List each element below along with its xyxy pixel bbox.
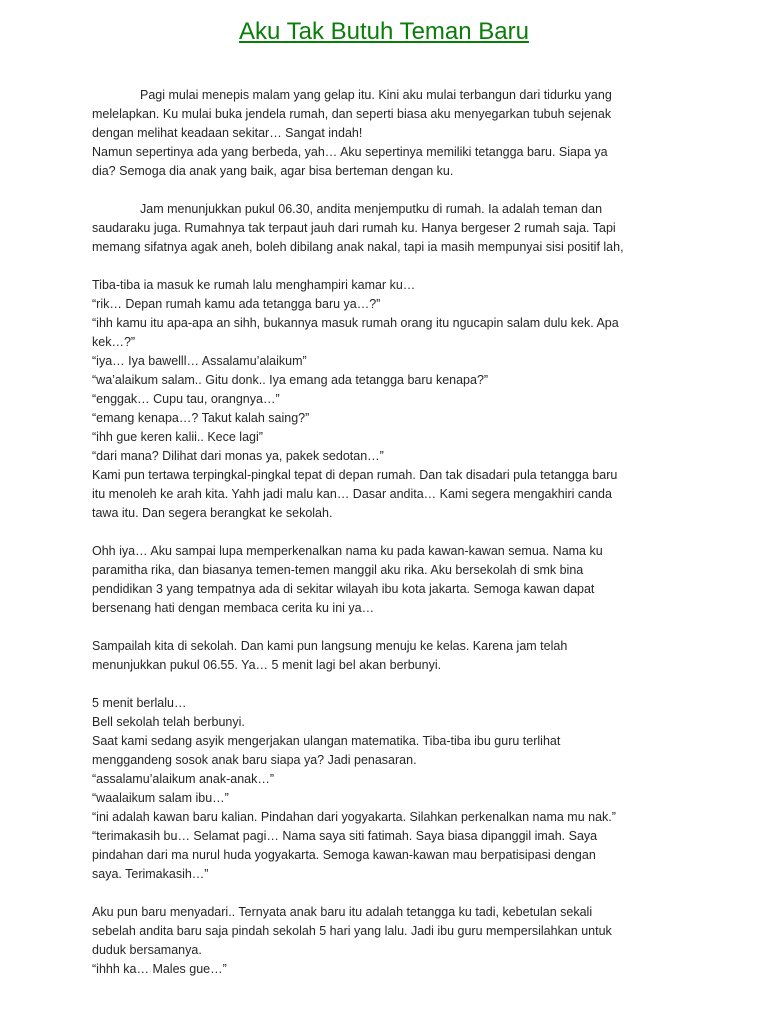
- text-line: Aku pun baru menyadari.. Ternyata anak baru itu adalah tetangga ku tadi, kebetulan sekali: [92, 905, 593, 919]
- text-line: pindahan dari ma nurul huda yogyakarta. Semoga kawan-kawan mau berpatisipasi dengan: [92, 848, 596, 862]
- text-line: “assalamu’alaikum anak-anak…”: [92, 772, 275, 786]
- paragraph-spacer: [92, 523, 692, 542]
- story-body: [92, 86, 692, 979]
- text-line: “wa’alaikum salam.. Gitu donk.. Iya emang ada tetangga baru kenapa?”: [92, 373, 489, 387]
- paragraph: [92, 542, 692, 618]
- text-line: paramitha rika, dan biasanya temen-temen manggil aku rika. Aku bersekolah di smk bina: [92, 563, 584, 577]
- text-line: “terimakasih bu… Selamat pagi… Nama saya siti fatimah. Saya biasa dipanggil imah. Saya: [92, 829, 598, 843]
- story-title: Aku Tak Butuh Teman Baru: [239, 18, 529, 45]
- text-line: Kami pun tertawa terpingkal-pingkal tepat di depan rumah. Dan tak disadari pula tetangga baru: [92, 468, 618, 482]
- text-line: pendidikan 3 yang tempatnya ada di sekitar wilayah ibu kota jakarta. Semoga kawan dapat: [92, 582, 595, 596]
- text-line: “waalaikum salam ibu…”: [92, 791, 229, 805]
- paragraph: [92, 637, 692, 675]
- text-line: “ihhh ka… Males gue…”: [92, 962, 227, 976]
- paragraph: [92, 200, 692, 257]
- text-line: “dari mana? Dilihat dari monas ya, pakek sedotan…”: [92, 449, 384, 463]
- text-line: “emang kenapa…? Takut kalah saing?”: [92, 411, 310, 425]
- text-line: kek…?”: [92, 335, 136, 349]
- text-line: menunjukkan pukul 06.55. Ya… 5 menit lagi bel akan berbunyi.: [92, 658, 442, 672]
- text-line: “ihh gue keren kalii.. Kece lagi”: [92, 430, 263, 444]
- paragraph-spacer: [92, 257, 692, 276]
- text-line: saya. Terimakasih…”: [92, 867, 209, 881]
- text-line: duduk bersamanya.: [92, 943, 202, 957]
- text-line: 5 menit berlalu…: [92, 696, 187, 710]
- text-line: Jam menunjukkan pukul 06.30, andita menjemputku di rumah. Ia adalah teman dan: [140, 202, 603, 216]
- paragraph-spacer: [92, 884, 692, 903]
- text-line: itu menoleh ke arah kita. Yahh jadi malu kan… Dasar andita… Kami segera mengakhiri canda: [92, 487, 612, 501]
- text-line: “enggak… Cupu tau, orangnya…”: [92, 392, 280, 406]
- text-line: Sampailah kita di sekolah. Dan kami pun langsung menuju ke kelas. Karena jam telah: [92, 639, 568, 653]
- text-line: “ini adalah kawan baru kalian. Pindahan dari yogyakarta. Silahkan perkenalkan nama mu nak.”: [92, 810, 616, 824]
- text-line: Saat kami sedang asyik mengerjakan ulangan matematika. Tiba-tiba ibu guru terlihat: [92, 734, 561, 748]
- text-line: menggandeng sosok anak baru siapa ya? Jadi penasaran.: [92, 753, 417, 767]
- text-line: Bell sekolah telah berbunyi.: [92, 715, 245, 729]
- text-line: Pagi mulai menepis malam yang gelap itu. Kini aku mulai terbangun dari tidurku yang: [140, 88, 612, 102]
- paragraph: [92, 86, 692, 181]
- text-line: Tiba-tiba ia masuk ke rumah lalu menghampiri kamar ku…: [92, 278, 416, 292]
- paragraph: [92, 903, 692, 979]
- text-line: “ihh kamu itu apa-apa an sihh, bukannya masuk rumah orang itu ngucapin salam dulu kek. Apa: [92, 316, 619, 330]
- text-line: “iya… Iya bawelll… Assalamu’alaikum”: [92, 354, 307, 368]
- text-line: memang sifatnya agak aneh, boleh dibilang anak nakal, tapi ia masih mempunyai sisi positif lah,: [92, 240, 624, 254]
- paragraph-spacer: [92, 675, 692, 694]
- paragraph-spacer: [92, 181, 692, 200]
- text-line: “rik… Depan rumah kamu ada tetangga baru ya…?”: [92, 297, 381, 311]
- text-line: saudaraku juga. Rumahnya tak terpaut jauh dari rumah ku. Hanya bergeser 2 rumah saja. Tapi: [92, 221, 616, 235]
- text-line: tawa itu. Dan segera berangkat ke sekolah.: [92, 506, 333, 520]
- text-line: dia? Semoga dia anak yang baik, agar bisa berteman dengan ku.: [92, 164, 454, 178]
- paragraph: [92, 694, 692, 884]
- text-line: Namun sepertinya ada yang berbeda, yah… Aku sepertinya memiliki tetangga baru. Siapa ya: [92, 145, 608, 159]
- paragraph-spacer: [92, 618, 692, 637]
- paragraph: [92, 276, 692, 523]
- text-line: bersenang hati dengan membaca cerita ku ini ya…: [92, 601, 375, 615]
- text-line: Ohh iya… Aku sampai lupa memperkenalkan nama ku pada kawan-kawan semua. Nama ku: [92, 544, 603, 558]
- text-line: melelapkan. Ku mulai buka jendela rumah, dan seperti biasa aku menyegarkan tubuh sejenak: [92, 107, 612, 121]
- text-line: sebelah andita baru saja pindah sekolah 5 hari yang lalu. Jadi ibu guru mempersilahkan untuk: [92, 924, 612, 938]
- text-line: dengan melihat keadaan sekitar… Sangat indah!: [92, 126, 363, 140]
